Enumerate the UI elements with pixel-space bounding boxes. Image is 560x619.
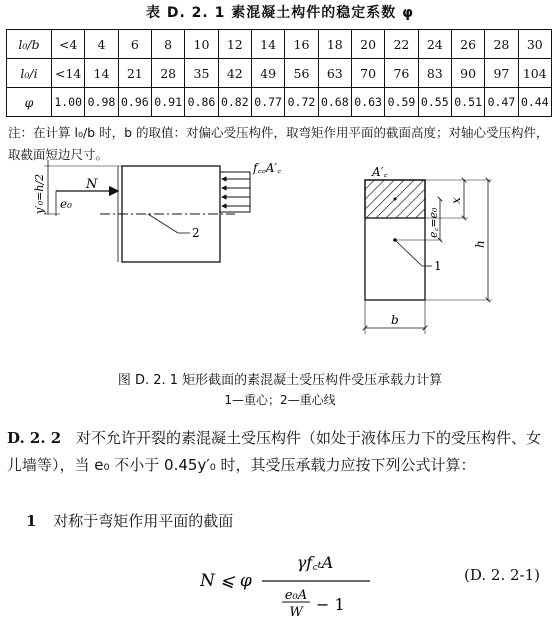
table-cell: 0.91 [151,88,184,117]
table-cell: 6 [118,30,151,59]
table-cell: 83 [418,59,451,88]
y0-label: y′₀=h/2 [33,173,46,214]
table-cell: 42 [218,59,251,88]
cross-section-diagram [365,165,492,334]
table-cell: 0.72 [285,88,318,117]
N-label: N [86,177,98,192]
table-cell: 8 [151,30,184,59]
table-cell: 21 [118,59,151,88]
formula-den-numerator: e₀A [284,588,308,603]
table-cell: 22 [385,30,418,59]
elevation-diagram [33,160,282,262]
table-cell: 0.86 [185,88,218,117]
formula-numerator: γf꜀ₜA [296,553,334,572]
formula-den-denominator: W [289,605,303,618]
table-cell: 30 [518,30,551,59]
table-cell: 76 [385,59,418,88]
leader-1-label: 1 [434,259,442,273]
equation-number: (D. 2. 2-1) [464,566,540,584]
Ac-label: A′꜀ [372,165,388,179]
table-cell: 0.44 [518,88,551,117]
e0-label: e₀ [60,197,72,211]
table-cell: 0.77 [251,88,284,117]
table-cell: <14 [52,59,85,88]
row-header: l₀/i [7,59,52,88]
figure-caption: 图 D. 2. 1 矩形截面的素混凝土受压构件受压承载力计算 [117,373,443,388]
table-row [7,30,552,59]
table-cell: 0.51 [451,88,484,117]
fcc-label: f꜀꜀A′꜀ [253,161,282,175]
table-cell: 70 [351,59,384,88]
table-cell: 90 [451,59,484,88]
table-cell: 0.55 [418,88,451,117]
table-title: 表 D. 2. 1 素混凝土构件的稳定系数 φ [145,5,415,21]
table-cell: 0.63 [351,88,384,117]
table-cell: 10 [185,30,218,59]
clause-d222 [7,425,555,479]
table-cell: 1.00 [52,88,85,117]
table-cell: 0.98 [85,88,118,117]
b-label: b [391,313,399,327]
formula-den-tail: − 1 [316,595,345,614]
row-header: φ [7,88,52,117]
table-cell: 97 [485,59,518,88]
table-cell: 26 [451,30,484,59]
clause-number: D. 2. 2 [7,429,62,447]
formula-lhs: N ⩽ φ [200,571,252,591]
table-note: 注：在计算 l₀/b 时，b 的取值：对偏心受压构件，取弯矩作用平面的截面高度；对轴心受压构件，取截面短边尺寸。 [8,125,549,162]
table-row [7,59,552,88]
table-cell: 18 [318,30,351,59]
table-cell: 16 [285,30,318,59]
table-cell: 63 [318,59,351,88]
item-text: 对称于弯矩作用平面的截面 [53,512,234,530]
ec-label: e꜀=e₀ [427,207,440,238]
table-cell: 28 [485,30,518,59]
table-cell: 14 [251,30,284,59]
table-cell: <4 [52,30,85,59]
figure-d21 [0,158,560,370]
row-header: l₀/b [7,30,52,59]
leader-2-label: 2 [192,226,200,240]
item-number: 1 [26,512,37,530]
table-cell: 0.47 [485,88,518,117]
table-cell: 0.82 [218,88,251,117]
table-cell: 0.59 [385,88,418,117]
figure-legend: 1—重心；2—重心线 [224,393,336,407]
table-cell: 24 [418,30,451,59]
table-cell: 49 [251,59,284,88]
table-cell: 56 [285,59,318,88]
table-row [7,88,552,117]
clause-text: 对不允许开裂的素混凝土受压构件（如处于液体压力下的受压构件、女儿墙等），当 e₀ 不小于 0.45y′₀ 时，其受压承载力应按下列公式计算： [7,429,542,474]
table-cell: 20 [351,30,384,59]
table-cell: 35 [185,59,218,88]
stability-coefficient-table [6,29,552,117]
table-cell: 0.68 [318,88,351,117]
table-cell: 4 [85,30,118,59]
table-cell: 12 [218,30,251,59]
h-label: h [473,240,487,248]
table-cell: 0.96 [118,88,151,117]
table-cell: 14 [85,59,118,88]
table-cell: 28 [151,59,184,88]
x-label: x [449,197,463,204]
table-cell: 104 [518,59,551,88]
item-1 [26,510,233,531]
formula-d221 [200,548,400,618]
